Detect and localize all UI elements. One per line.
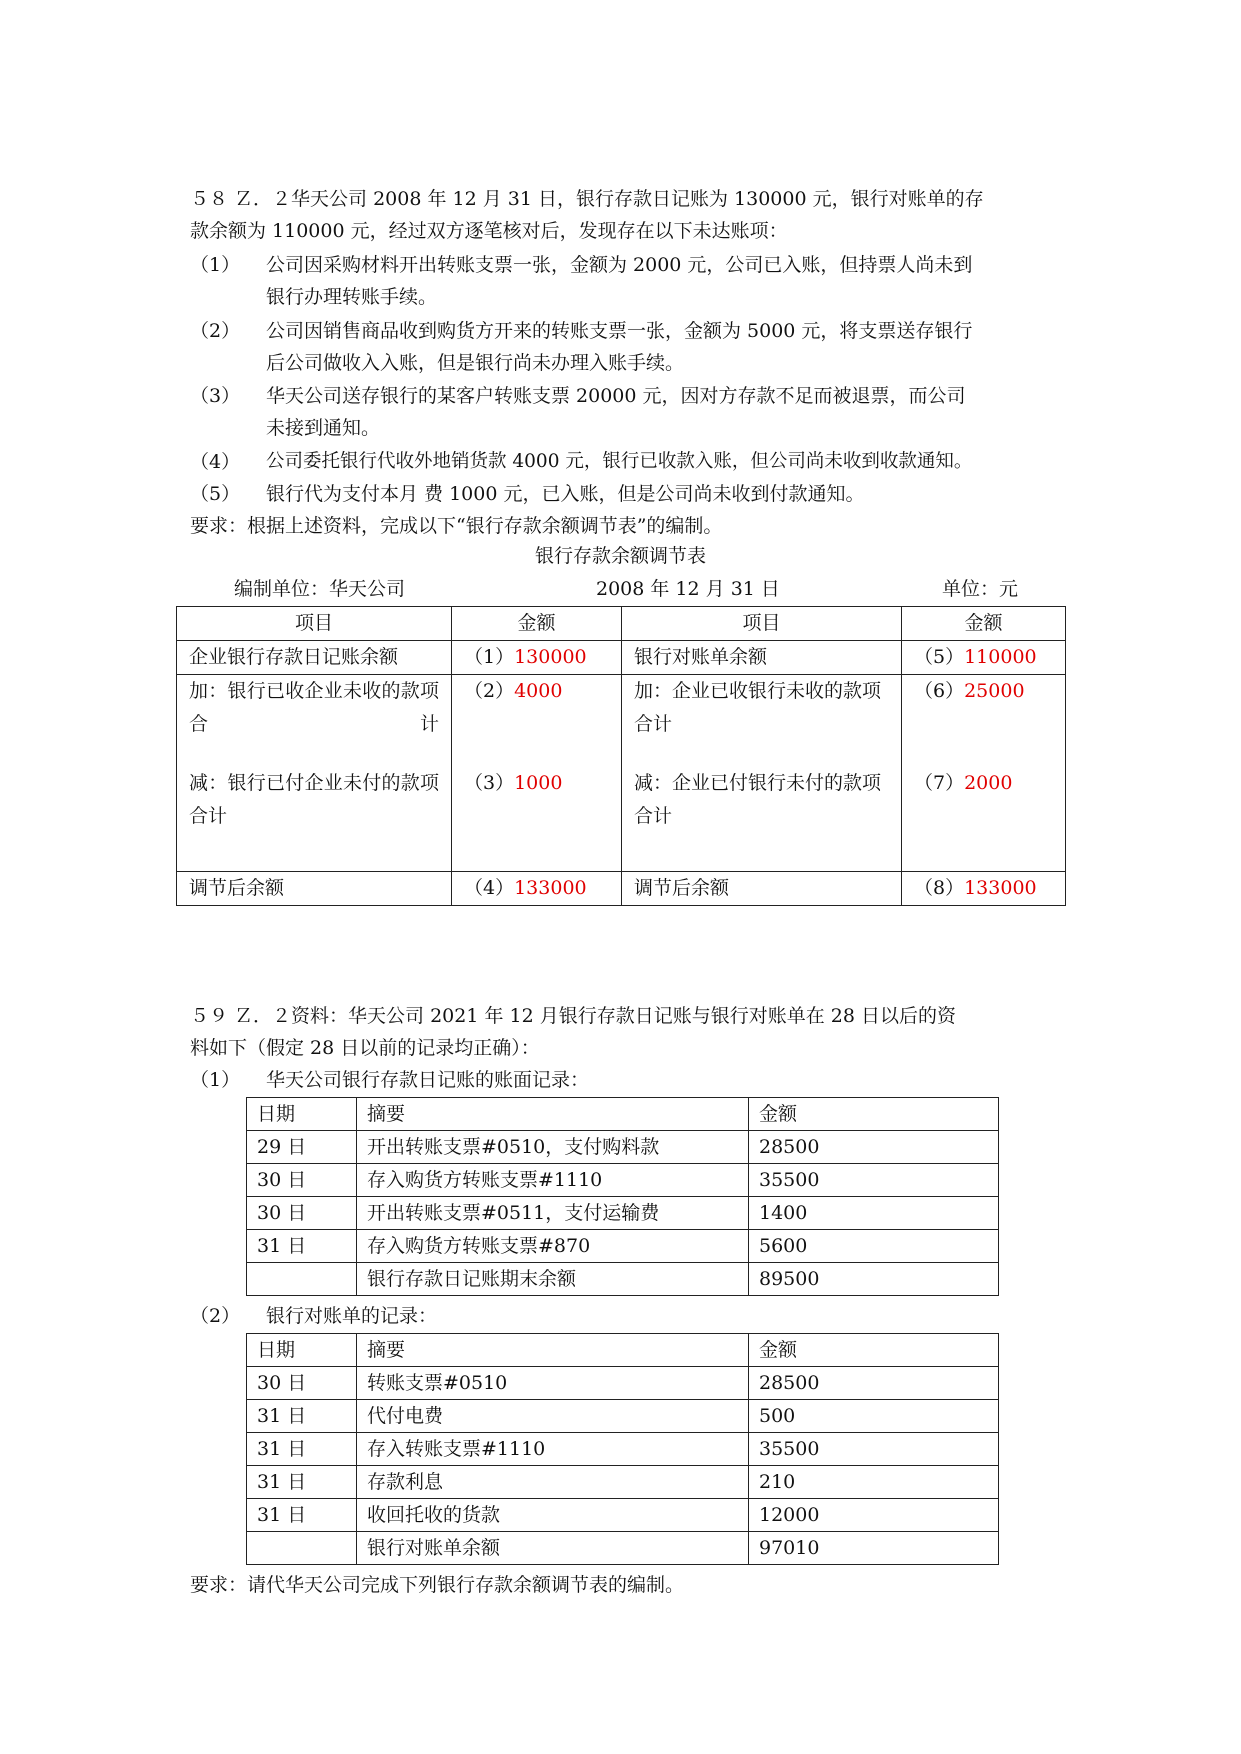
table-row: [247, 1263, 999, 1296]
q58-item4-line1: 公司委托银行代收外地销货款 4000 元，银行已收款入账，但公司尚未收到收款通知。: [266, 451, 973, 472]
ledger-date: 30 日: [247, 1197, 357, 1230]
statement-summary: 银行对账单余额: [357, 1532, 749, 1565]
q58-item1-line1: 公司因采购材料开出转账支票一张，金额为 2000 元，公司已入账，但持票人尚未到: [266, 254, 973, 276]
statement-date: 31 日: [247, 1433, 357, 1466]
right-adjustment-amounts: [902, 675, 1066, 872]
statement-amount: 28500: [749, 1367, 999, 1400]
q58-item2-num: （2）: [190, 320, 241, 342]
table-row: [247, 1230, 999, 1263]
statement-header-amount: 金额: [749, 1334, 999, 1367]
right-sub-label: 减：企业已付银行未付的款项合计: [634, 772, 882, 827]
ledger-summary: 银行存款日记账期末余额: [357, 1263, 749, 1296]
right-add-amount: （6）25000: [914, 680, 1025, 702]
q58-requirement: 要求：根据上述资料，完成以下“银行存款余额调节表”的编制。: [190, 515, 723, 537]
header-item-left: 项目: [177, 607, 452, 641]
q59-sub1-num: （1）: [190, 1069, 241, 1091]
book-balance-amount: （1）130000: [452, 641, 622, 675]
right-adjustments: [622, 675, 902, 872]
q59-sub2-label: 银行对账单的记录：: [266, 1305, 438, 1327]
statement-amount: 97010: [749, 1532, 999, 1565]
statement-date: 31 日: [247, 1466, 357, 1499]
bank-balance-label: 银行对账单余额: [622, 641, 902, 675]
adjustment-row: [177, 675, 1066, 872]
table-row: [247, 1131, 999, 1164]
ledger-amount: 5600: [749, 1230, 999, 1263]
ledger-amount: 1400: [749, 1197, 999, 1230]
ledger-summary: 开出转账支票#0511，支付运输费: [357, 1197, 749, 1230]
header-amount-right: 金额: [902, 607, 1066, 641]
q58-item3-num: （3）: [190, 385, 241, 407]
ledger-amount: 28500: [749, 1131, 999, 1164]
ledger-amount: 89500: [749, 1263, 999, 1296]
q58-item1-line2: 银行办理转账手续。: [266, 286, 438, 308]
q59-sub1-label: 华天公司银行存款日记账的账面记录：: [266, 1069, 590, 1091]
table-row: [247, 1197, 999, 1230]
table-row: [247, 1367, 999, 1400]
left-adjustments: [177, 675, 452, 872]
q58-line1: ５８ Ｚ．２华天公司 2008 年 12 月 31 日，银行存款日记账为 130000 元，银行对账单的存: [190, 188, 984, 210]
right-add-label: 加：企业已收银行未收的款项合计: [634, 680, 882, 735]
statement-summary: 收回托收的货款: [357, 1499, 749, 1532]
left-adjusted-label: 调节后余额: [177, 872, 452, 906]
q59-line1: ５９ Ｚ．２资料：华天公司 2021 年 12 月银行存款日记账与银行对账单在 28 日以后的资: [190, 1005, 956, 1027]
left-adjusted-amount: （4）133000: [452, 872, 622, 906]
q59-sub2-num: （2）: [190, 1305, 241, 1327]
statement-date: 31 日: [247, 1499, 357, 1532]
q58-line2: 款余额为 110000 元，经过双方逐笔核对后，发现存在以下未达账项：: [190, 220, 788, 242]
right-adjusted-label: 调节后余额: [622, 872, 902, 906]
q58-item5-line1: 银行代为支付本月 费 1000 元，已入账，但是公司尚未收到付款通知。: [266, 483, 865, 505]
unit-left: 编制单位：华天公司: [234, 578, 406, 600]
header-item-right: 项目: [622, 607, 902, 641]
statement-summary: 转账支票#0510: [357, 1367, 749, 1400]
ledger-header-summary: 摘要: [357, 1098, 749, 1131]
ledger-date: 31 日: [247, 1230, 357, 1263]
ledger-date: 30 日: [247, 1164, 357, 1197]
statement-date: [247, 1532, 357, 1565]
statement-summary: 存款利息: [357, 1466, 749, 1499]
statement-header-date: 日期: [247, 1334, 357, 1367]
table-row: [247, 1532, 999, 1565]
table-row: [247, 1499, 999, 1532]
balance-row: [177, 641, 1066, 675]
header-amount-left: 金额: [452, 607, 622, 641]
unit-right: 单位：元: [942, 578, 1019, 600]
q58-item4-num: （4）: [190, 451, 241, 473]
left-sub-label: 减：银行已付企业未付的款项合计: [189, 772, 439, 827]
table-title: 银行存款余额调节表: [534, 545, 706, 567]
bank-statement-table: [246, 1333, 999, 1565]
statement-amount: 210: [749, 1466, 999, 1499]
ledger-date: 29 日: [247, 1131, 357, 1164]
table-row: [247, 1433, 999, 1466]
ledger-table: [246, 1097, 999, 1296]
statement-amount: 12000: [749, 1499, 999, 1532]
ledger-date: [247, 1263, 357, 1296]
statement-summary: 存入转账支票#1110: [357, 1433, 749, 1466]
table-row: [247, 1400, 999, 1433]
ledger-header-date: 日期: [247, 1098, 357, 1131]
left-add-label: 加：银行已收企业未收的款项合计: [189, 680, 439, 735]
statement-date: 30 日: [247, 1367, 357, 1400]
statement-amount: 35500: [749, 1433, 999, 1466]
statement-header-row: [247, 1334, 999, 1367]
right-adjusted-amount: （8）133000: [902, 872, 1066, 906]
report-date: 2008 年 12 月 31 日: [596, 578, 780, 600]
book-balance-label: 企业银行存款日记账余额: [177, 641, 452, 675]
ledger-amount: 35500: [749, 1164, 999, 1197]
q59-requirement: 要求：请代华天公司完成下列银行存款余额调节表的编制。: [190, 1574, 685, 1596]
q58-item1-num: （1）: [190, 254, 241, 276]
table-row: [247, 1164, 999, 1197]
table-row: [247, 1466, 999, 1499]
ledger-summary: 存入购货方转账支票#1110: [357, 1164, 749, 1197]
bank-balance-amount: （5）110000: [902, 641, 1066, 675]
left-sub-amount: （3）1000: [464, 772, 563, 794]
right-sub-amount: （7）2000: [914, 772, 1013, 794]
q58-item5-num: （5）: [190, 483, 241, 505]
q58-item2-line1: 公司因销售商品收到购货方开来的转账支票一张，金额为 5000 元，将支票送存银行: [266, 320, 973, 342]
q59-line2: 料如下（假定 28 日以前的记录均正确）：: [190, 1037, 540, 1059]
ledger-header-amount: 金额: [749, 1098, 999, 1131]
statement-summary: 代付电费: [357, 1400, 749, 1433]
ledger-summary: 开出转账支票#0510，支付购料款: [357, 1131, 749, 1164]
q58-item3-line2: 未接到通知。: [266, 417, 381, 439]
adjusted-balance-row: [177, 872, 1066, 906]
q58-item3-line1: 华天公司送存银行的某客户转账支票 20000 元，因对方存款不足而被退票，而公司: [266, 385, 966, 407]
statement-amount: 500: [749, 1400, 999, 1433]
q58-item2-line2: 后公司做收入入账，但是银行尚未办理入账手续。: [266, 352, 685, 374]
left-adjustment-amounts: [452, 675, 622, 872]
ledger-header-row: [247, 1098, 999, 1131]
statement-date: 31 日: [247, 1400, 357, 1433]
left-add-amount: （2）4000: [464, 680, 563, 702]
ledger-summary: 存入购货方转账支票#870: [357, 1230, 749, 1263]
statement-header-summary: 摘要: [357, 1334, 749, 1367]
reconciliation-table: [176, 606, 1066, 906]
table-header-row: [177, 607, 1066, 641]
